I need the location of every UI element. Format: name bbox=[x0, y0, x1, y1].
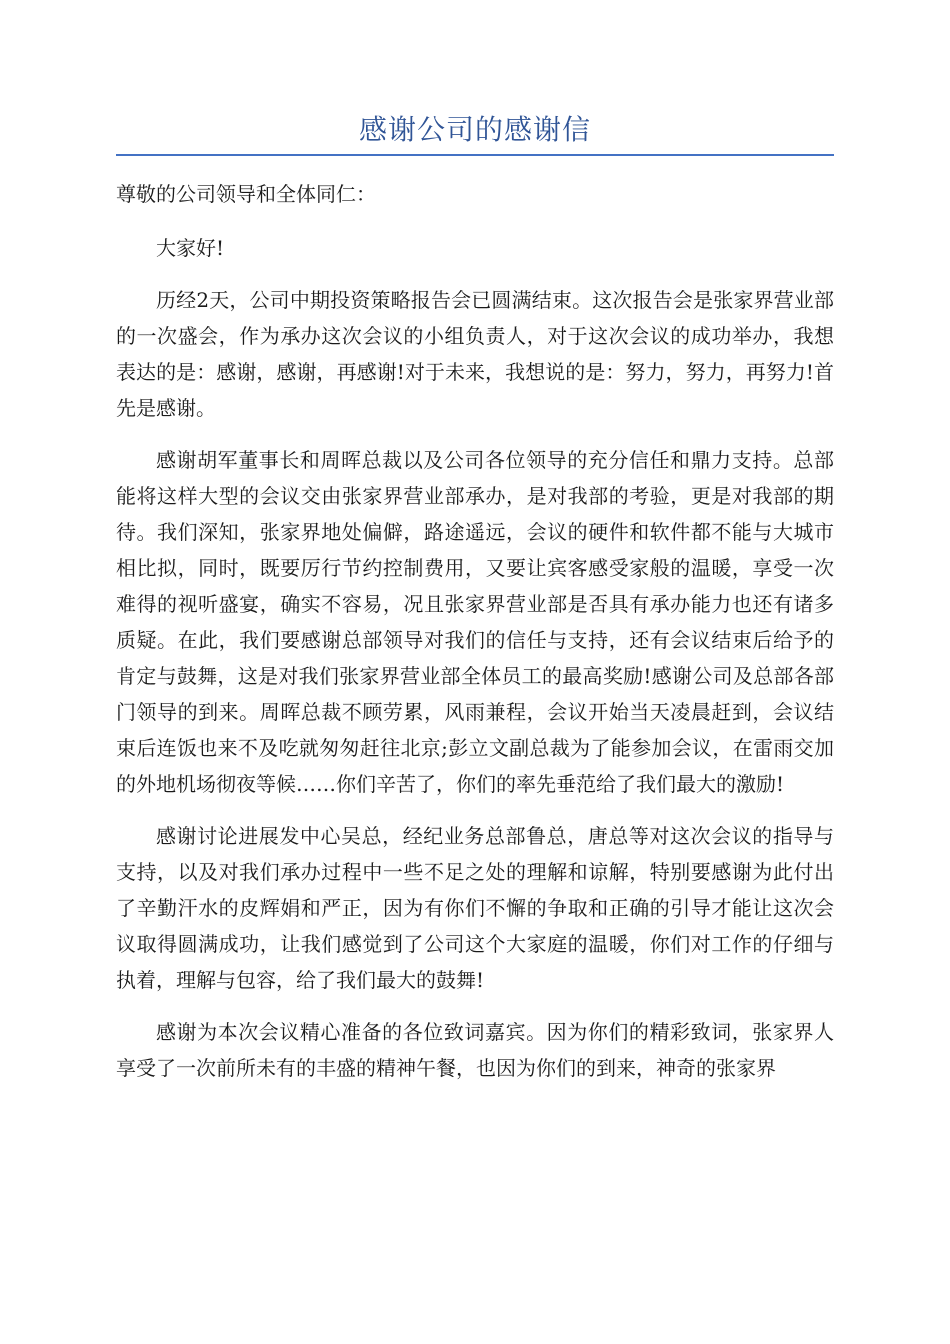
document-title: 感谢公司的感谢信 bbox=[358, 113, 591, 146]
paragraph-1: 历经2天，公司中期投资策略报告会已圆满结束。这次报告会是张家界营业部的一次盛会，作为承办这次会议的小组负责人，对于这次会议的成功举办，我想表达的是：感谢，感谢，再感谢!对于未来，我想说的是：努力，努力，再努力!首先是感谢。 bbox=[116, 288, 834, 420]
paragraph-2: 感谢胡军董事长和周晖总裁以及公司各位领导的充分信任和鼎力支持。总部能将这样大型的会议交由张家界营业部承办，是对我部的考验，更是对我部的期待。我们深知，张家界地处偏僻，路途遥远，会议的硬件和软件都不能与大城市相比拟，同时，既要厉行节约控制费用，又要让宾客感受家般的温暖，享受一次难得的视听盛宴，确实不容易，况且张家界营业部是否具有承办能力也还有诸多质疑。在此，我们要感谢总部领导对我们的信任与支持，还有会议结束后给予的肯定与鼓舞，这是对我们张家界营业部全体员工的最高奖励!感谢公司及总部各部门领导的到来。周晖总裁不顾劳累，风雨兼程，会议开始当天凌晨赶到，会议结束后连饭也来不及吃就匆匆赶往北京;彭立文副总裁为了能参加会议，在雷雨交加的外地机场彻夜等候……你们辛苦了，你们的率先垂范给了我们最大的激励! bbox=[116, 448, 834, 796]
letter-body bbox=[116, 176, 834, 1102]
title-underline bbox=[116, 154, 834, 156]
paragraph-4: 感谢为本次会议精心准备的各位致词嘉宾。因为你们的精彩致词，张家界人享受了一次前所未有的丰盛的精神午餐，也因为你们的到来，神奇的张家界 bbox=[116, 1020, 834, 1080]
greeting: 大家好! bbox=[156, 236, 225, 260]
salutation: 尊敬的公司领导和全体同仁： bbox=[116, 182, 376, 206]
paragraph-3: 感谢讨论进展发中心吴总，经纪业务总部鲁总，唐总等对这次会议的指导与支持，以及对我们承办过程中一些不足之处的理解和谅解，特别要感谢为此付出了辛勤汗水的皮辉娟和严正，因为有你们不懈的争取和正确的引导才能让这次会议取得圆满成功，让我们感觉到了公司这个大家庭的温暖，你们对工作的仔细与执着，理解与包容，给了我们最大的鼓舞! bbox=[116, 824, 834, 992]
